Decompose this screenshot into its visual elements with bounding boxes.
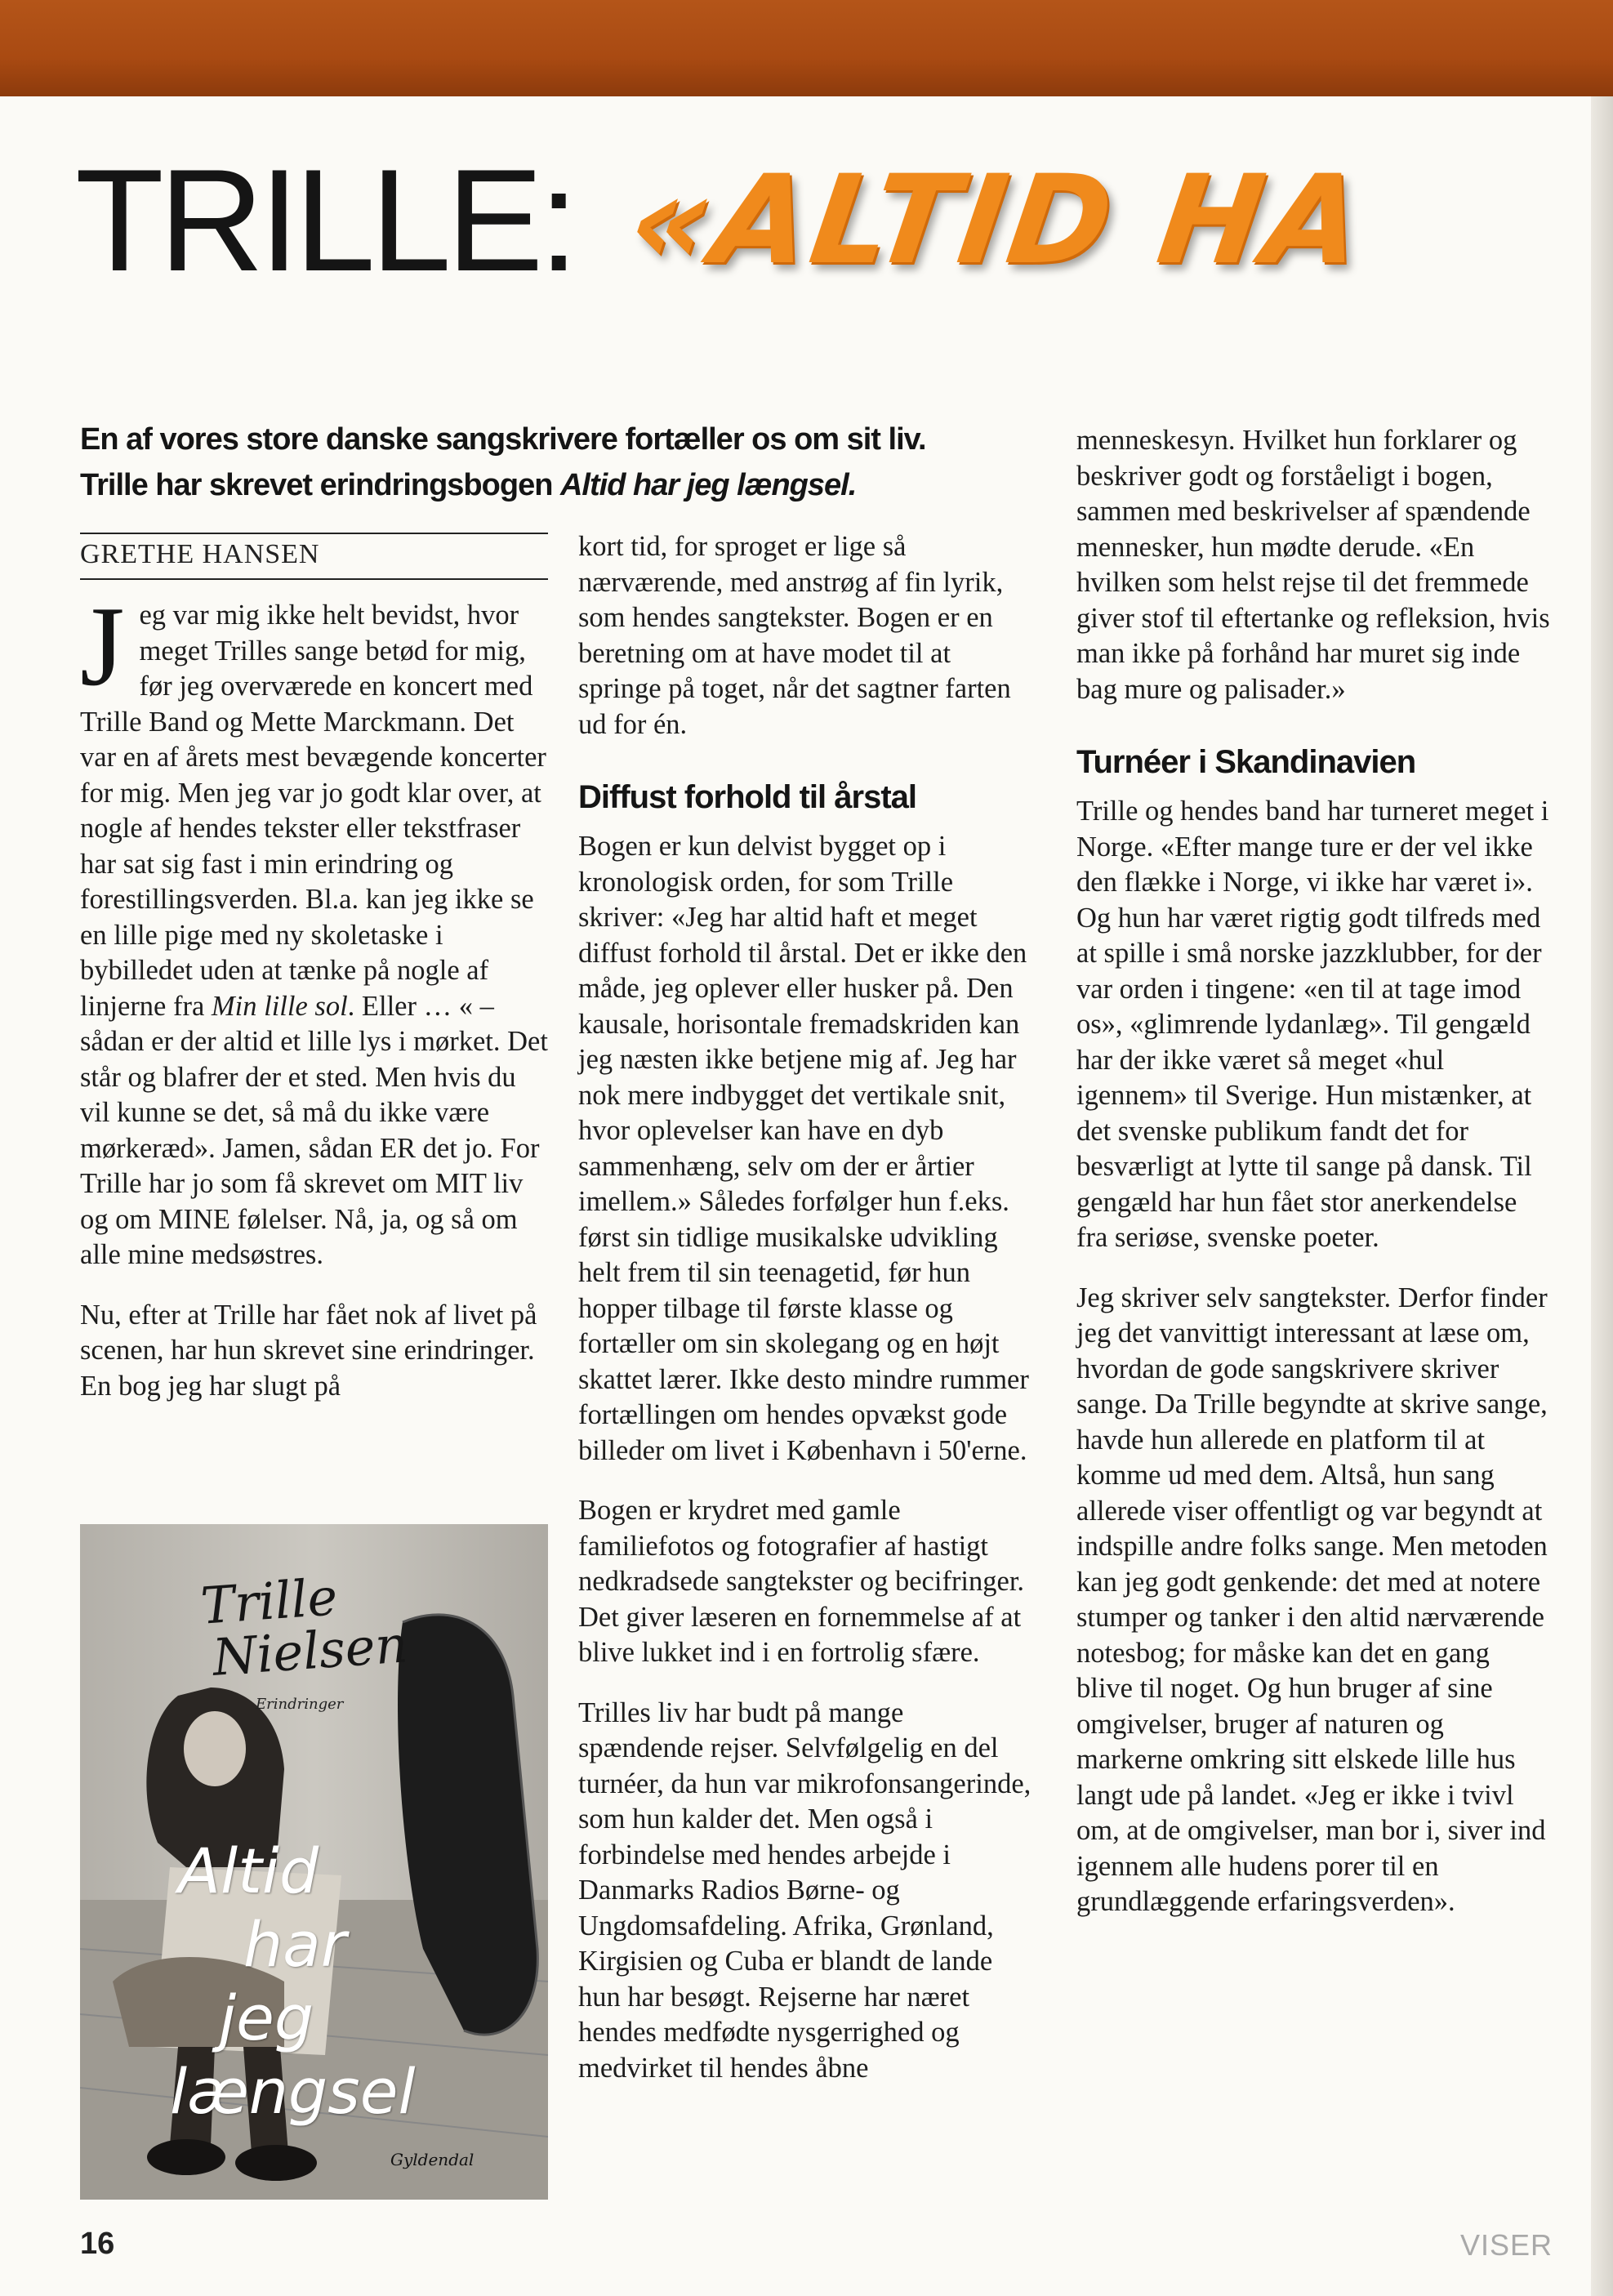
paragraph: Jeg skriver selv sangtekster. Derfor finder jeg det vanvittigt interessant at læse om, hvordan de gode sangskrivere skriver sange. Da Trille begyndte at skrive sange, havde hun allerede en platform til at komme ud med dem. Altså, hun sang allerede viser offentligt og var begyndt at indspille andre folks sange. Men metoden kan jeg godt genkende: det med at notere stumper og tanker i den altid nærværende notesbog; for måske kan det en gang blive til noget. Og hun bruger af sine omgivelser, bruger af naturen og markerne omkring sitt elskede lille hus langt ude på landet. «Jeg er ikke i tvivl om, at de omgivelser, man bor i, siver ind igennem alle hudens porer til en grundlæggende erfaringsverden». — [1076, 1282, 1548, 1917]
paragraph: Nu, efter at Trille har fået nok af livet på scenen, har hun skrevet sine erindringer. En bog jeg har slugt på — [80, 1299, 537, 1402]
article-column-3 — [1076, 423, 1550, 1945]
book-title-line: Altid — [178, 1835, 319, 1907]
headline — [75, 143, 1594, 298]
lede-line-2 — [80, 462, 1036, 508]
song-title: Min lille sol — [211, 990, 348, 1022]
drop-cap: J — [80, 583, 125, 710]
book-title-line: har — [243, 1908, 346, 1981]
byline: GRETHE HANSEN — [80, 539, 320, 569]
book-author-first: Trille — [198, 1567, 340, 1636]
paragraph: menneskesyn. Hvilket hun forklarer og beskriver godt og forståeligt i bogen, sammen med beskrivelser af spændende mennesker, hun mødte derude. «En hvilken som helst rejse til det fremmede giver stof til eftertanke og refleksion, hvis man ikke på forhånd har muret sig inde bag mure og palisader.» — [1076, 425, 1550, 705]
top-color-band — [0, 0, 1613, 96]
paragraph: Trilles liv har budt på mange spændende rejser. Selvfølgelig en del turnéer, da hun var mikrofonsangerinde, som hun kalder det. Men også i forbindelse med hendes arbejde i Danmarks Radios Børne- og Ungdomsafdeling. Afrika, Grønland, Kirgisien og Cuba er blandt de lande hun har besøgt. Rejserne har næret hendes medfødte nysgerrighed og medvirket til hendes åbne — [578, 1696, 1032, 2084]
book-author-last: Nielsen — [210, 1614, 410, 1687]
paragraph: Bogen er kun delvist bygget op i kronologisk orden, for som Trille skriver: «Jeg har altid haft et meget diffust forhold til årstal. Det er ikke den måde, jeg oplever eller husker på. Den kausale, horisontale fremadskriden kan jeg næsten ikke betjene mig af. Jeg har nok mere indbygget det vertikale snit, hvor oplevelser kan have en dyb sammenhæng, selv om der er årtier imellem.» Således forfølger hun f.eks. først sin tidlige musikalske udvikling helt frem til sin teenagetid, før hun hopper tilbage til første klasse og fortæller om sin skolegang og en højt skattet lærer. Ikke desto mindre rummer fortællingen om hendes opvækst gode billeder om livet i København i 50'erne. — [578, 831, 1029, 1466]
lede-line-2-text: Trille har skrevet erindringsbogen — [80, 468, 560, 502]
article-column-2 — [578, 529, 1036, 2111]
lede-book-title: Altid har jeg længsel. — [559, 468, 857, 502]
headline-name: TRILLE: — [75, 143, 574, 298]
page-edge — [1591, 96, 1613, 2296]
subheading: Diffust forhold til årstal — [578, 779, 916, 815]
paragraph: Trille og hendes band har turneret meget i Norge. «Efter mange ture er der vel ikke den flække i Norge, vi ikke har været i». Og hun har været rigtig godt tilfreds med at spille i små norske jazzklubber, for der var orden i tingene: «en til at tage imod os», «glimrende lydanlæg». Til gengæld har der ikke været så meget «hul igennem» til Sverige. Hun mistænker, at det svenske publikum fandt det for besværligt at lytte til sange på dansk. Til gengæld har hun fået stor anerkendelse fra seriøse, svenske poeter. — [1076, 796, 1549, 1253]
subheading: Turnéer i Skandinavien — [1076, 744, 1416, 780]
book-publisher: Gyldendal — [390, 2150, 475, 2169]
paragraph: kort tid, for sproget er lige så nærværende, med anstrøg af fin lyrik, som hendes sangtekster. Bogen er en beretning om at have modet til at springe på toget, når det sagtner farten ud for én. — [578, 531, 1011, 740]
paragraph-text: . Eller … « – sådan er der altid et lille lys i mørket. Det står og blafrer der et sted. Men hvis du vil kunne se det, så må du ikke være mørkeræd». Jamen, sådan ER det jo. For Trille har jo som få skrevet om MIT liv og om MINE følelser. Nå, ja, og så om alle mine medsøstres. — [80, 990, 548, 1270]
article-column-1 — [80, 583, 548, 1429]
headline-quote: «ALTID HA — [621, 149, 1374, 292]
byline-rule-top — [80, 533, 548, 534]
page-number: 16 — [80, 2227, 115, 2261]
paragraph-text: eg var mig ikke helt bevidst, hvor meget Trilles sange betød for mig, før jeg overværede en koncert med Trille Band og Mette Marckmann. Det var en af årets mest bevægende koncerter for mig. Men jeg var jo godt klar over, at nogle af hendes tekster eller tekstfraser har sat sig fast i min erindring og forestillingsverden. Bl.a. kan jeg ikke se en lille pige med ny skoletaske i bybilledet uden at tænke på nogle af linjerne fra — [80, 600, 546, 1022]
book-title — [170, 1835, 416, 2129]
byline-rule-bottom — [80, 578, 548, 580]
book-genre: Erindringer — [256, 1696, 344, 1713]
book-author — [198, 1566, 410, 1687]
book-cover-image — [80, 1524, 548, 2200]
lede — [80, 417, 1036, 508]
book-title-line: jeg — [219, 1982, 314, 2054]
lede-line-1: En af vores store danske sangskrivere fortæller os om sit liv. — [80, 422, 926, 457]
book-title-line: længsel — [170, 2055, 416, 2128]
paragraph: Bogen er krydret med gamle familiefotos og fotografier af hastigt nedkradsede sangtekster og becifringer. Det giver læseren en fornemmelse af at blive lukket ind i en fortrolig sfære. — [578, 1495, 1025, 1668]
section-label: VISER — [1460, 2228, 1553, 2262]
paragraph — [80, 583, 548, 1273]
